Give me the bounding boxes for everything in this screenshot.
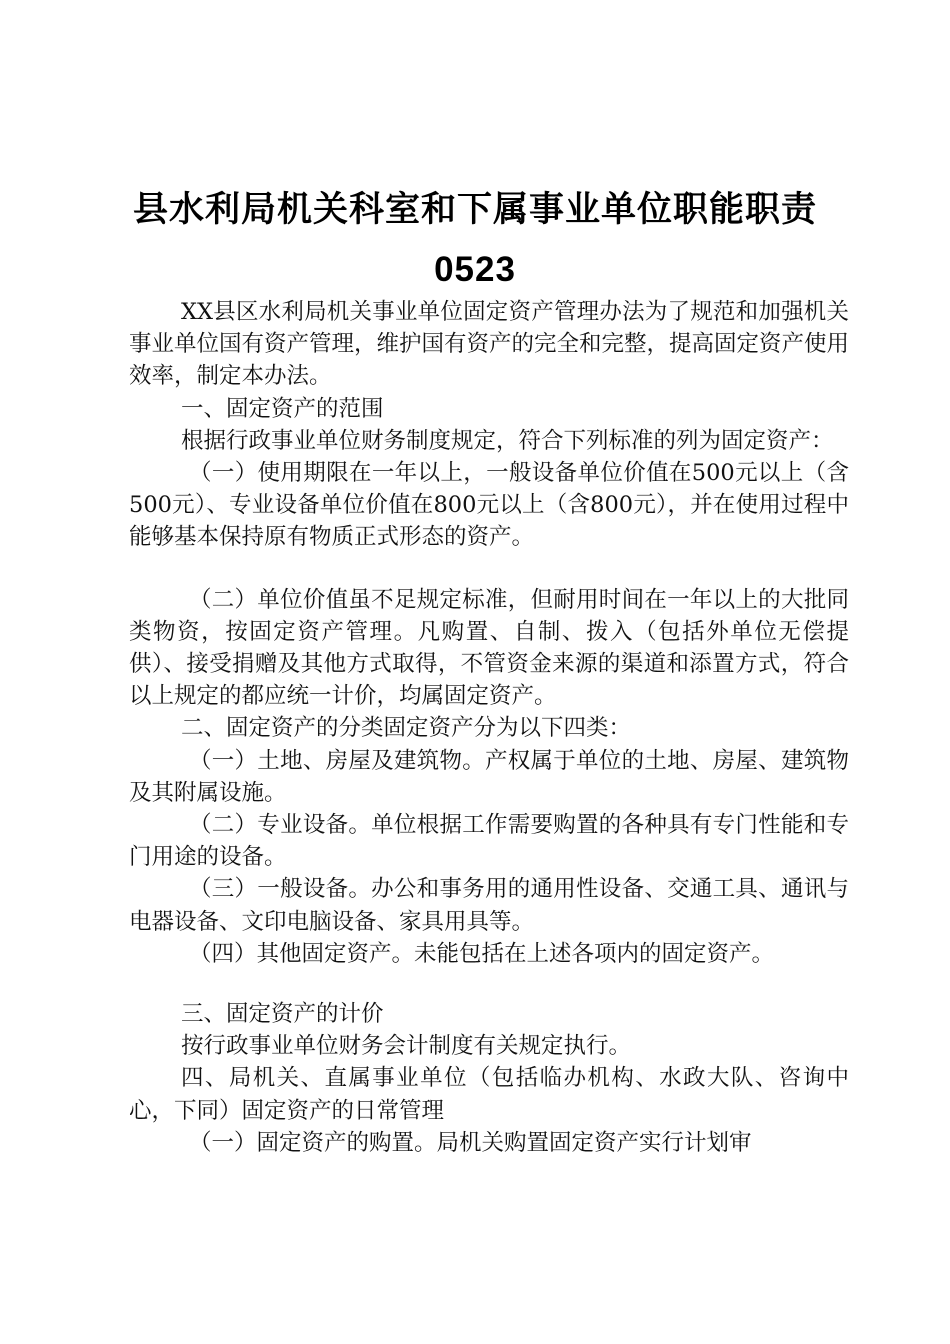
paragraph: （三）一般设备。办公和事务用的通用性设备、交通工具、通讯与电器设备、文印电脑设备、家具用具等。 xyxy=(129,876,849,935)
paragraph: （一）固定资产的购置。局机关购置固定资产实行计划审 xyxy=(189,1129,752,1156)
paragraph: 根据行政事业单位财务制度规定，符合下列标准的列为固定资产： xyxy=(181,427,834,454)
paragraph-intro: XX县区水利局机关事业单位固定资产管理办法为了规范和加强机关事业单位国有资产管理，维护国有资产的完全和完整，提高固定资产使用效率，制定本办法。 xyxy=(129,299,850,390)
section-heading-1: 一、固定资产的范围 xyxy=(181,395,384,422)
paragraph: （一）使用期限在一年以上，一般设备单位价值在500元以上（含500元）、专业设备单位价值在800元以上（含800元），并在使用过程中能够基本保持原有物质正式形态的资产。 xyxy=(129,460,849,551)
document-body xyxy=(129,296,849,1159)
paragraph: （四）其他固定资产。未能包括在上述各项内的固定资产。 xyxy=(189,940,775,967)
paragraph: （二）专业设备。单位根据工作需要购置的各种具有专门性能和专门用途的设备。 xyxy=(129,812,849,871)
document-title-code: 0523 xyxy=(434,250,516,289)
section-heading-3: 三、固定资产的计价 xyxy=(181,1001,384,1028)
paragraph: （二）单位价值虽不足规定标准，但耐用时间在一年以上的大批同类物资，按固定资产管理。凡购置、自制、拨入（包括外单位无偿提供）、接受捐赠及其他方式取得，不管资金来源的渠道和添置方式，符合以上规定的都应统一计价，均属固定资产。 xyxy=(129,586,849,710)
paragraph: （一）土地、房屋及建筑物。产权属于单位的土地、房屋、建筑物及其附属设施。 xyxy=(129,747,849,806)
section-heading-4: 四、局机关、直属事业单位（包括临办机构、水政大队、咨询中心，下同）固定资产的日常管理 xyxy=(129,1065,849,1124)
document-title: 县水利局机关科室和下属事业单位职能职责 xyxy=(132,190,817,230)
section-heading-2: 二、固定资产的分类固定资产分为以下四类： xyxy=(181,715,632,742)
paragraph: 按行政事业单位财务会计制度有关规定执行。 xyxy=(181,1033,632,1060)
